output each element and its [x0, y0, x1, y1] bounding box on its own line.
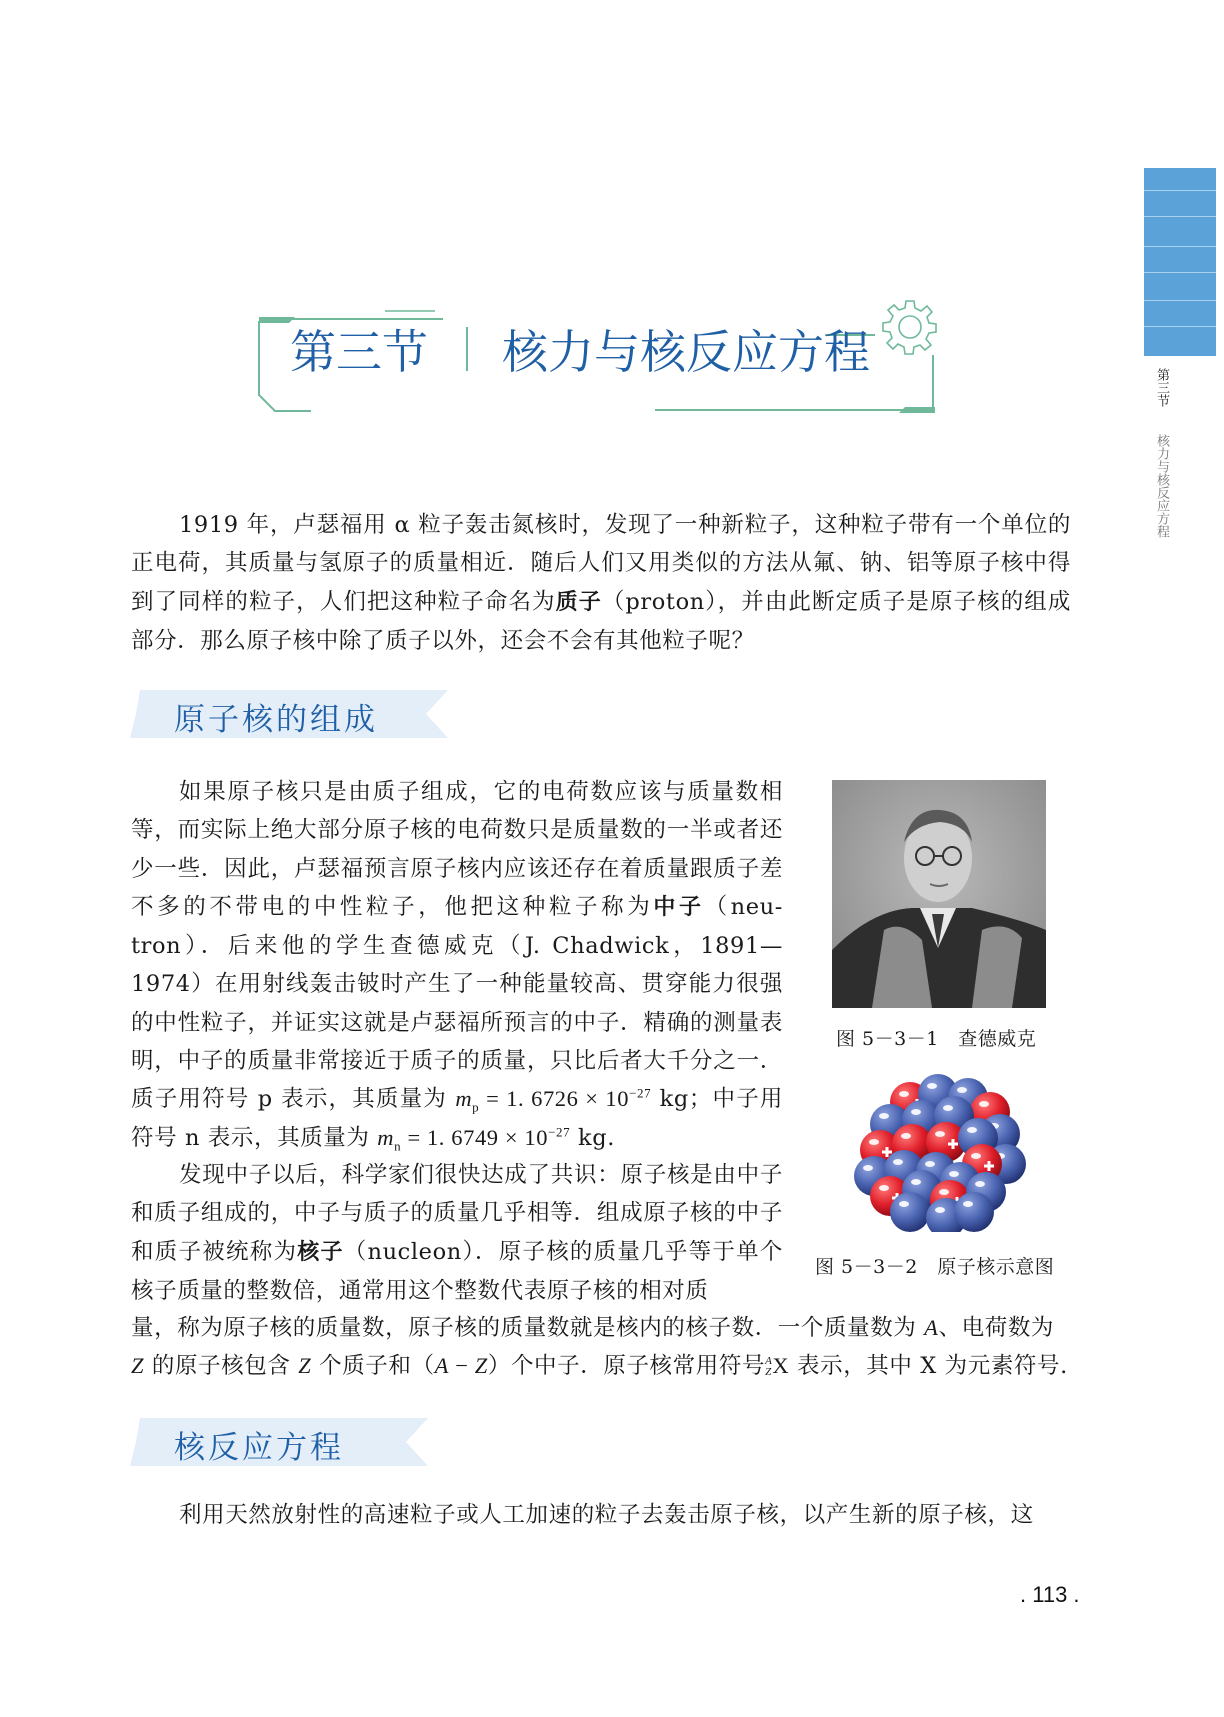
- nucleus-diagram: [850, 1072, 1030, 1232]
- sphere-highlight: [971, 1153, 981, 1159]
- chapter-title-text: 核力与核反应方程: [502, 325, 870, 379]
- section-heading-composition: [130, 690, 450, 738]
- intro-text-a: 1919 年，卢瑟福用 α 粒子轰击氮核时，发现了一种新粒子，这种粒子带有一个单位的正电荷，其质量与氢原子的质量相近．随后人们又用类似的方法从氟、钠、铝等原子核中得到了同样的粒子，人们把这种粒子命名为: [131, 512, 1071, 615]
- neutron-mass-unit: kg.: [570, 1124, 615, 1151]
- chapter-title: [290, 319, 870, 379]
- composition-paragraph-1: [131, 773, 783, 1157]
- var-Z-2: Z: [298, 1353, 312, 1379]
- sphere-highlight: [943, 1105, 953, 1111]
- nuclide-charge-number: Z: [765, 1366, 772, 1379]
- neutron-sphere: [890, 1192, 930, 1232]
- sphere-highlight: [979, 1101, 989, 1107]
- sphere-highlight: [869, 1139, 879, 1145]
- gear-icon: [883, 301, 936, 354]
- sphere-highlight: [899, 1091, 909, 1097]
- nuclide-symbol: X: [772, 1353, 790, 1379]
- figure-caption-1: 图 5－3－1 查德威克: [836, 1028, 1037, 1050]
- keyword-nucleon: 核子: [297, 1239, 344, 1265]
- figure-caption-2: 图 5－3－2 原子核示意图: [815, 1256, 1055, 1278]
- sphere-highlight: [911, 1109, 921, 1115]
- var-A: A: [924, 1315, 939, 1340]
- proton-mass-subscript: p: [472, 1099, 480, 1115]
- sphere-highlight: [901, 1133, 911, 1139]
- sphere-highlight: [893, 1159, 903, 1165]
- keyword-proton: 质子: [555, 589, 602, 615]
- composition-text-h: 个质子和（: [311, 1353, 435, 1380]
- composition-text-f: 、电荷数为: [938, 1315, 1055, 1341]
- sphere-highlight: [949, 1171, 959, 1177]
- neutron-mass-value: = 1. 6749 × 10: [401, 1124, 549, 1150]
- proton-mass-unit: kg；中子用符号 n 表示，其质量为: [131, 1086, 783, 1151]
- composition-paragraph-2-continued: 量，称为原子核的质量数，原子核的质量数就是核内的核子数．一个质量数为 A、电荷数为 Z 的原子核包含 Z 个质子和（A − Z）个中子．原子核常用符号 A Z X 表示，其中 X 为元素符号.: [131, 1315, 1068, 1380]
- composition-text-a: 如果原子核只是由质子组成，它的电荷数应该与质量数相等，而实际上绝大部分原子核的电荷数只是质量数的一半或者还少一些．因此，卢瑟福预言原子核内应该还存在着质量跟质子差不多的不带电的中性粒子，他把这种粒子称为: [131, 779, 783, 920]
- intro-paragraph: [131, 506, 1071, 660]
- sphere-highlight: [935, 1131, 945, 1137]
- proton-mass-value: = 1. 6726 × 10: [479, 1086, 630, 1112]
- composition-text-d: （nucleon）．原子核的质量几乎等于单个核子质量的整数倍，通常用这个整数代表原子核的相对质: [131, 1238, 784, 1304]
- chapter-title-box: [255, 295, 955, 415]
- sphere-highlight: [899, 1201, 909, 1207]
- intro-text-b: （proton），并由此断定质子是原子核的组成部分．那么原子核中除了质子以外，还会不会有其他粒子呢？: [131, 588, 1071, 654]
- composition-text-e: 量，称为原子核的质量数，原子核的质量数就是核内的核子数．一个质量数为: [131, 1315, 925, 1341]
- sphere-highlight: [863, 1165, 873, 1171]
- sphere-highlight: [975, 1181, 985, 1187]
- side-tab-section: 第三节: [1154, 368, 1169, 407]
- neutron-mass-subscript: n: [394, 1138, 402, 1154]
- keyword-neutron: 中子: [653, 894, 705, 920]
- composition-text-b: （neu-tron）．后来他的学生查德威克（J. Chadwick，1891—1974）在用射线轰击铍时产生了一种能量较高、贯穿能力很强的中性粒子，并证实这就是卢瑟福所预言的中子．精确的测量表明，中子的质量非常接近于质子的质量，只比后者大千分之一．质子用符号 p 表示，其质量为: [131, 893, 783, 1113]
- sphere-highlight: [957, 1087, 967, 1093]
- sphere-highlight: [967, 1127, 977, 1133]
- sphere-highlight: [879, 1185, 889, 1191]
- neutron-mass-symbol: m: [377, 1124, 395, 1150]
- composition-text-c: 发现中子以后，科学家们很快达成了共识：原子核是由中子和质子组成的，中子与质子的质量几乎相等．组成原子核的中子和质子被统称为: [131, 1162, 783, 1265]
- section-heading-nuclear-reaction: [130, 1418, 430, 1466]
- neutron-sphere: [954, 1192, 994, 1232]
- var-Z-3: Z: [474, 1353, 488, 1379]
- var-A-2: A: [434, 1353, 449, 1379]
- nuclide-mass-number: A: [765, 1355, 773, 1368]
- nuclear-reaction-text: 利用天然放射性的高速粒子或人工加速的粒子去轰击原子核，以产生新的原子核，这: [179, 1502, 1034, 1528]
- sphere-highlight: [879, 1113, 889, 1119]
- chapter-section-label: 第三节: [290, 325, 428, 379]
- sphere-highlight: [927, 1083, 937, 1089]
- composition-text-i: ）个中子．原子核常用符号: [487, 1353, 766, 1380]
- sphere-highlight: [911, 1179, 921, 1185]
- sphere-highlight: [939, 1189, 949, 1195]
- sphere-highlight: [935, 1207, 945, 1213]
- composition-text-g: 的原子核包含: [144, 1353, 299, 1380]
- nuclear-reaction-paragraph: [131, 1496, 1071, 1534]
- section-heading-text: 原子核的组成: [174, 702, 378, 738]
- composition-paragraph-2: [131, 1156, 783, 1310]
- var-Z: Z: [131, 1353, 145, 1379]
- proton-mass-symbol: m: [455, 1086, 473, 1112]
- nucleons: [854, 1074, 1026, 1232]
- sphere-highlight: [963, 1201, 973, 1207]
- chapter-side-tab: [1144, 168, 1216, 356]
- side-tab-title: 核力与核反应方程: [1154, 434, 1169, 538]
- composition-text-j: 表示，其中 X 为元素符号.: [789, 1353, 1068, 1380]
- sphere-highlight: [925, 1161, 935, 1167]
- page-number: . 113 .: [1020, 1582, 1080, 1607]
- title-separator: [466, 327, 468, 371]
- side-tab-label: [1148, 368, 1168, 538]
- chadwick-portrait: [832, 780, 1046, 1008]
- section-heading-text: 核反应方程: [174, 1430, 344, 1466]
- neutron-mass-exponent: −27: [548, 1124, 571, 1140]
- proton-mass-exponent: −27: [629, 1085, 652, 1101]
